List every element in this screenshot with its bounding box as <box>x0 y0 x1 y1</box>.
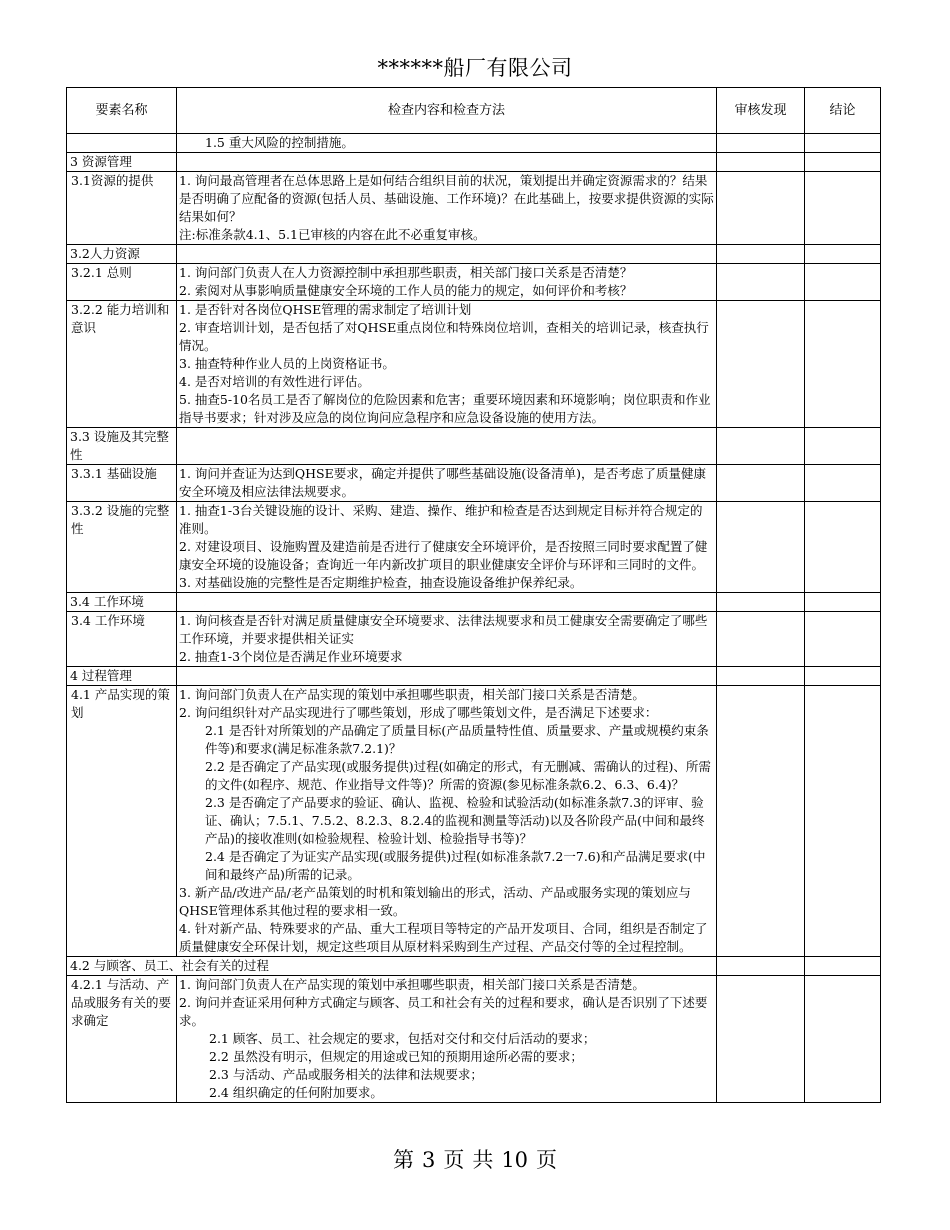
conclusion-cell <box>805 465 881 502</box>
conclusion-cell <box>805 301 881 428</box>
conclusion-cell <box>805 245 881 264</box>
item-name-cell: 3.4 工作环境 <box>67 612 177 667</box>
item-name-cell: 4.2.1 与活动、产品或服务有关的要求确定 <box>67 976 177 1103</box>
section-title: 3.3 设施及其完整性 <box>67 428 177 465</box>
section-row <box>67 593 881 612</box>
check-content-cell: 1. 询问部门负责人在产品实现的策划中承担哪些职责，相关部门接口关系是否清楚。 2. 询问组织针对产品实现进行了哪些策划，形成了哪些策划文件，是否满足下述要求： 2.1 是否针对所策划的产品确定了质量目标(产品质量特性值、质量要求、产量或规模约束条件等)和要求(满足标准条款7.2.1)？ 2.2 是否确定了产品实现(或服务提供)过程(如确定的形式，有无删减、需确认的过程)、所需的文件(如程序、规范、作业指导文件等)？所需的资源(参见标准条款6.2、6.3、6.4)？ 2.3 是否确定了产品要求的验证、确认、监视、检验和试验活动(如标准条款7.3的评审、验证、确认；7.5.1、7.5.2、8.2.3、8.2.4的监视和测量等活动)以及各阶段产品(中间和最终产品)的接收准则(如检验规程、检验计划、检验指导书等)？ 2.4 是否确定了为证实产品实现(或服务提供)过程(如标准条款7.2一7.6)和产品满足要求(中间和最终产品)所需的记录。 3. 新产品/改进产品/老产品策划的时机和策划输出的形式，活动、产品或服务实现的策划应与QHSE管理体系其他过程的要求相一致。 4. 针对新产品、特殊要求的产品、重大工程项目等特定的产品开发项目、合同，组织是否制定了质量健康安全环保计划，规定这些项目从原材料采购到生产过程、产品交付等的全过程控制。 <box>177 686 717 957</box>
footer-ye: 页 <box>443 1148 465 1172</box>
findings-cell <box>717 686 805 957</box>
item-name-cell <box>67 134 177 153</box>
section-row <box>67 428 881 465</box>
section-title: 3.4 工作环境 <box>67 593 177 612</box>
findings-cell <box>717 245 805 264</box>
findings-cell <box>717 667 805 686</box>
table-row <box>67 134 881 153</box>
findings-cell <box>717 264 805 301</box>
section-row <box>67 957 881 976</box>
header-check-content: 检查内容和检查方法 <box>177 88 717 134</box>
check-content-cell <box>177 428 717 465</box>
conclusion-cell <box>805 667 881 686</box>
findings-cell <box>717 428 805 465</box>
section-title: 4.2 与顾客、员工、社会有关的过程 <box>67 957 717 976</box>
conclusion-cell <box>805 612 881 667</box>
section-title: 3 资源管理 <box>67 153 177 172</box>
header-findings: 审核发现 <box>717 88 805 134</box>
table-row <box>67 502 881 593</box>
findings-cell <box>717 153 805 172</box>
table-row <box>67 264 881 301</box>
footer-ye-2: 页 <box>536 1148 558 1172</box>
conclusion-cell <box>805 502 881 593</box>
total-pages: 10 <box>501 1148 529 1172</box>
conclusion-cell <box>805 593 881 612</box>
findings-cell <box>717 957 805 976</box>
check-content-cell: 1. 询问部门负责人在产品实现的策划中承担哪些职责，相关部门接口关系是否清楚。 2. 询问并查证采用何种方式确定与顾客、员工和社会有关的过程和要求，确认是否识别了下述要求。 2.1 顾客、员工、社会规定的要求，包括对交付和交付后活动的要求； 2.2 虽然没有明示，但规定的用途或已知的预期用途所必需的要求； 2.3 与活动、产品或服务相关的法律和法规要求； 2.4 组织确定的任何附加要求。 <box>177 976 717 1103</box>
table-row <box>67 172 881 245</box>
item-name-cell: 3.3.2 设施的完整性 <box>67 502 177 593</box>
page-footer <box>0 1144 950 1174</box>
conclusion-cell <box>805 976 881 1103</box>
check-content-cell <box>177 667 717 686</box>
conclusion-cell <box>805 428 881 465</box>
check-content-cell: 1. 询问核查是否针对满足质量健康安全环境要求、法律法规要求和员工健康安全需要确定了哪些工作环境，并要求提供相关证实 2. 抽查1-3个岗位是否满足作业环境要求 <box>177 612 717 667</box>
header-conclusion: 结论 <box>805 88 881 134</box>
section-title: 4 过程管理 <box>67 667 177 686</box>
conclusion-cell <box>805 134 881 153</box>
item-name-cell: 3.3.1 基础设施 <box>67 465 177 502</box>
check-content-cell: 1. 询问部门负责人在人力资源控制中承担那些职责，相关部门接口关系是否清楚？ 2. 索阅对从事影响质量健康安全环境的工作人员的能力的规定，如何评价和考核？ <box>177 264 717 301</box>
check-content-cell <box>177 593 717 612</box>
check-content-cell: 1. 询问最高管理者在总体思路上是如何结合组织目前的状况，策划提出并确定资源需求的？结果是否明确了应配备的资源(包括人员、基础设施、工作环境)？在此基础上，按要求提供资源的实际结果如何？ 注:标准条款4.1、5.1已审核的内容在此不必重复审核。 <box>177 172 717 245</box>
header-item-name: 要素名称 <box>67 88 177 134</box>
conclusion-cell <box>805 172 881 245</box>
conclusion-cell <box>805 153 881 172</box>
findings-cell <box>717 502 805 593</box>
footer-gong: 共 <box>472 1148 494 1172</box>
table-row <box>67 976 881 1103</box>
page-number: 3 <box>421 1148 436 1172</box>
check-content-cell: 1. 是否针对各岗位QHSE管理的需求制定了培训计划 2. 审查培训计划，是否包括了对QHSE重点岗位和特殊岗位培训，查相关的培训记录，核查执行情况。 3. 抽查特种作业人员的上岗资格证书。 4. 是否对培训的有效性进行评估。 5. 抽查5-10名员工是否了解岗位的危险因素和危害；重要环境因素和环境影响；岗位职责和作业指导书要求；针对涉及应急的岗位询问应急程序和应急设备设施的使用方法。 <box>177 301 717 428</box>
footer-di: 第 <box>392 1148 414 1172</box>
findings-cell <box>717 976 805 1103</box>
findings-cell <box>717 301 805 428</box>
section-row <box>67 667 881 686</box>
findings-cell <box>717 134 805 153</box>
section-title: 3.2人力资源 <box>67 245 177 264</box>
table-row <box>67 465 881 502</box>
header-row <box>67 88 881 134</box>
company-title: ******船厂有限公司 <box>377 56 573 80</box>
findings-cell <box>717 172 805 245</box>
conclusion-cell <box>805 686 881 957</box>
conclusion-cell <box>805 264 881 301</box>
check-content-cell: 1. 询问并查证为达到QHSE要求，确定并提供了哪些基础设施(设备清单)，是否考虑了质量健康安全环境及相应法律法规要求。 <box>177 465 717 502</box>
item-name-cell: 3.1资源的提供 <box>67 172 177 245</box>
table-row <box>67 612 881 667</box>
check-content-cell <box>177 153 717 172</box>
section-row <box>67 245 881 264</box>
item-name-cell: 3.2.2 能力培训和意识 <box>67 301 177 428</box>
conclusion-cell <box>805 957 881 976</box>
audit-checklist-table <box>66 87 881 1103</box>
findings-cell <box>717 593 805 612</box>
item-name-cell: 3.2.1 总则 <box>67 264 177 301</box>
table-row <box>67 301 881 428</box>
check-content-cell: 1.5 重大风险的控制措施。 <box>177 134 717 153</box>
section-row <box>67 153 881 172</box>
check-content-cell: 1. 抽查1-3台关键设施的设计、采购、建造、操作、维护和检查是否达到规定目标并符合规定的准则。 2. 对建设项目、设施购置及建造前是否进行了健康安全环境评价，是否按照三同时要求配置了健康安全环境的设施设备；查询近一年内新改扩项目的职业健康安全评价与环评和三同时的文件。 3. 对基础设施的完整性是否定期维护检查，抽查设施设备维护保养纪录。 <box>177 502 717 593</box>
table-row <box>67 686 881 957</box>
findings-cell <box>717 465 805 502</box>
item-name-cell: 4.1 产品实现的策划 <box>67 686 177 957</box>
findings-cell <box>717 612 805 667</box>
check-content-cell <box>177 245 717 264</box>
